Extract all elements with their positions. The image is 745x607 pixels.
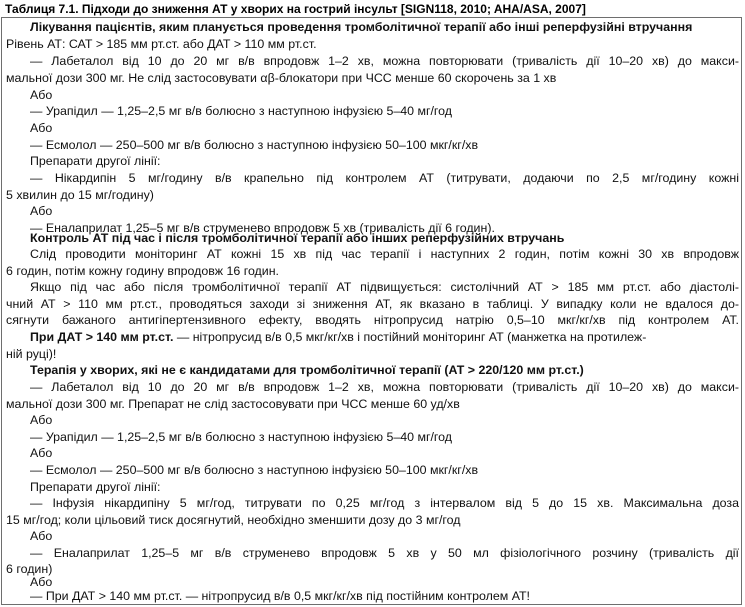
- nicardipine-infusion-text-2: 15 мг/год; коли цільовий тиск досягнутий, необхідно зменшити дозу до 3 мг/год: [6, 513, 461, 527]
- or-text: Або: [30, 529, 53, 543]
- urapidil-text-b: — Урапідил — 1,25–2,5 мг в/в болюсно з наступною інфузією 5–40 мг/год: [30, 430, 453, 444]
- or-text: Або: [30, 575, 53, 589]
- second-line-label: Препарати другої лінії:: [30, 154, 161, 168]
- labetalol-text-1: — Лабеталол від 10 до 20 мг в/в впродовж 1–2 хв, можна повторювати (тривалість дії 10–20 хв) до макси-: [30, 54, 739, 68]
- esmolol-text-b: — Есмолол — 250–500 мг в/в болюсно з наступною інфузією 50–100 мкг/кг/хв: [30, 463, 479, 477]
- dbp-140-line: [6, 329, 739, 346]
- or-text: Або: [30, 204, 53, 218]
- nicardipine-text-1: — Нікардипін 5 мг/годину в/в крапельно під контролем АТ (титрувати, додаючи по 2,5 мг/годину кожні: [30, 171, 739, 185]
- labetalol-text-b2: мальної дози 300 мг. Препарат не слід застосовувати при ЧСС менше 60 уд/хв: [6, 397, 460, 411]
- nitroprusside-text-b: — При ДАТ > 140 мм рт.ст. — нітропрусид в/в 0,5 мкг/кг/хв під постійним контролем АТ!: [30, 589, 530, 603]
- bp-rise-text-3: сягнути бажаного антигіпертензивного ефекту, вводять нітропрусид натрію 0,5–10 мкг/кг/хв під контролем АТ.: [6, 313, 739, 327]
- enalaprilat-text: — Еналаприлат 1,25–5 мг в/в струменево впродовж 5 хв (тривалість дії 6 годин).: [30, 221, 495, 235]
- or-text: Або: [30, 413, 53, 427]
- monitoring-text-1: Слід проводити моніторинг АТ кожні 15 хв під час терапії і наступних 2 годин, потім кожні 30 хв впродовж: [30, 247, 739, 261]
- nicardipine-text-2: 5 хвилин до 15 мг/годину): [6, 188, 154, 202]
- second-line-label-b: Препарати другої лінії:: [30, 480, 161, 494]
- bp-rise-text-2: чний АТ > 110 мм рт.ст., проводяться заходи зі зниження АТ, як вказано в таблиці. У випадку коли не вдалося до-: [6, 297, 739, 311]
- nicardipine-infusion-text-1: — Інфузія нікардипіну 5 мг/год, титрувати по 0,25 мг/год з інтервалом від 5 до 15 хв. Максимальна доза: [30, 496, 739, 510]
- labetalol-text-2: мальної дози 300 мг. Не слід застосовувати αβ-блокатори при ЧСС менше 60 скорочень за 1 хв: [6, 71, 557, 85]
- dbp-140-continuation: ній руці)!: [6, 347, 57, 361]
- section-heading-bp-control: Контроль АТ під час і після тромболітичної терапії або інших реперфузійних втручань: [30, 231, 565, 245]
- urapidil-text: — Урапідил — 1,25–2,5 мг в/в болюсно з наступною інфузією 5–40 мг/год: [30, 104, 453, 118]
- dbp-140-bold-lead: При ДАТ > 140 мм рт.ст.: [30, 330, 174, 344]
- enalaprilat-text-b2: 6 годин): [6, 562, 53, 576]
- or-text: Або: [30, 121, 53, 135]
- or-text: Або: [30, 88, 53, 102]
- enalaprilat-text-b1: — Еналаприлат 1,25–5 мг в/в струменево впродовж 5 хв у 50 мл фізіологічного розчину (тривалість дії: [30, 546, 739, 560]
- table-caption: Таблиця 7.1. Підходи до зниження АТ у хворих на гострий інсульт [SIGN118, 2010; AHA/ASA, 2007]: [5, 2, 586, 16]
- bp-rise-text-1: Якщо під час або після тромболітичної терапії АТ підвищується: систолічний АТ > 185 мм рт.ст. або діастолі-: [30, 280, 739, 294]
- bp-level-text: Рівень АТ: САТ > 185 мм рт.ст. або ДАТ > 110 мм рт.ст.: [6, 37, 317, 51]
- labetalol-text-b1: — Лабеталол від 10 до 20 мг в/в впродовж 1–2 хв, можна повторювати (тривалість дії 10–20 хв) до макси-: [30, 380, 739, 394]
- monitoring-text-2: 6 годин, потім кожну годину впродовж 16 годин.: [6, 264, 279, 278]
- or-text: Або: [30, 446, 53, 460]
- section-heading-non-candidates: Терапія у хворих, які не є кандидатами для тромболітичної терапії (АТ > 220/120 мм рт.ст.): [30, 363, 584, 377]
- dbp-140-rest: — нітропрусид в/в 0,5 мкг/кг/хв і постійний моніторинг АТ (манжетка на протилеж-: [173, 330, 647, 344]
- section-heading-thrombolysis-candidates: Лікування пацієнтів, яким планується проведення тромболітичної терапії або інші реперфузійні втручання: [30, 20, 693, 34]
- esmolol-text: — Есмолол — 250–500 мг в/в болюсно з наступною інфузією 50–100 мкг/кг/хв: [30, 138, 479, 152]
